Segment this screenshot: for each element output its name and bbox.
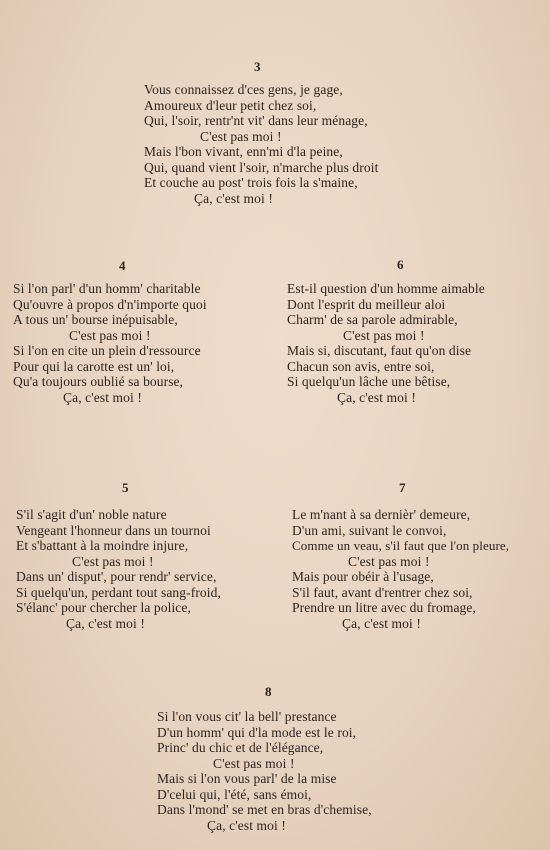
verse-line: Dans l'mond' se met en bras d'chemise, [157,802,372,817]
stanza-number: 5 [122,480,129,495]
verse-line: Et s'battant à la moindre injure, [16,538,189,553]
stanza-number: 6 [397,257,404,272]
verse-line: Si l'on vous cit' la bell' prestance [157,709,337,724]
verse-line: Comme un veau, s'il faut que l'on pleure, [292,538,510,553]
refrain-line: C'est pas moi ! [200,128,282,144]
verse-line: Pour qui la carotte est un' loi, [13,358,175,374]
verse-line: S'il s'agit d'un' noble nature [16,507,167,522]
verse-line: Si l'on en cite un plein d'ressource [13,343,201,358]
verse-line: Si quelqu'un, perdant tout sang-froid, [16,584,221,600]
verse-line: Amoureux d'leur petit chez soi, [144,97,317,113]
refrain-line: C'est pas moi ! [213,755,295,771]
verse-line: Est-il question d'un homme aimable [287,281,485,296]
verse-line: Princ' du chic et de l'élégance, [157,740,324,755]
verse-line: Qui, l'soir, rentr'nt vit' dans leur ménage, [144,113,368,128]
verse-line: Mais si l'on vous parl' de la mise [157,771,337,786]
verse-line: Dont l'esprit du meilleur aloi [287,296,446,312]
verse-line: Qu'ouvre à propos d'n'importe quoi [13,296,207,312]
verse-line: Prendre un litre avec du fromage, [292,600,476,615]
stanza-number: 8 [265,684,272,699]
verse-line: Chacun son avis, entre soi, [287,358,435,374]
verse-line: Vous connaissez d'ces gens, je gage, [144,82,343,97]
verse-line: Charm' de sa parole admirable, [287,312,458,327]
refrain-line: C'est pas moi ! [343,327,425,343]
verse-line: Et couche au post' trois fois la s'maine, [144,175,358,190]
verse-line: Mais pour obéir à l'usage, [292,569,434,584]
verse-line: S'il faut, avant d'rentrer chez soi, [292,584,473,600]
verse-line: Qu'a toujours oublié sa bourse, [13,374,184,389]
verse-line: Le m'nant à sa dernièr' demeure, [292,507,471,522]
refrain-line: C'est pas moi ! [69,327,151,343]
refrain-line: Ça, c'est moi ! [342,615,421,631]
verse-line: Qui, quand vient l'soir, n'marche plus droit [144,159,379,175]
refrain-line: Ça, c'est moi ! [63,389,142,405]
stanza-number: 3 [254,59,261,74]
refrain-line: C'est pas moi ! [72,553,154,569]
verse-line: Mais l'bon vivant, enn'mi d'la peine, [144,144,343,159]
refrain-line: Ça, c'est moi ! [194,190,273,206]
verse-line: A tous un' bourse inépuisable, [13,312,178,327]
verse-line: D'celui qui, l'été, sans émoi, [157,786,312,802]
refrain-line: Ça, c'est moi ! [337,389,416,405]
verse-line: Si quelqu'un lâche une bêtise, [287,374,451,389]
verse-line: Mais si, discutant, faut qu'on dise [287,343,472,358]
verse-line: Si l'on parl' d'un homm' charitable [13,281,201,296]
verse-line: Dans un' disput', pour rendr' service, [16,569,217,584]
verse-line: Vengeant l'honneur dans un tournoi [16,522,211,538]
verse-line: D'un ami, suivant le convoi, [292,522,447,538]
stanza-number: 4 [119,258,126,273]
verse-line: D'un homm' qui d'la mode est le roi, [157,724,357,740]
refrain-line: Ça, c'est moi ! [207,817,286,833]
refrain-line: C'est pas moi ! [348,553,430,569]
stanza-number: 7 [399,480,406,495]
verse-line: S'élanc' pour chercher la police, [16,600,191,615]
refrain-line: Ça, c'est moi ! [66,615,145,631]
